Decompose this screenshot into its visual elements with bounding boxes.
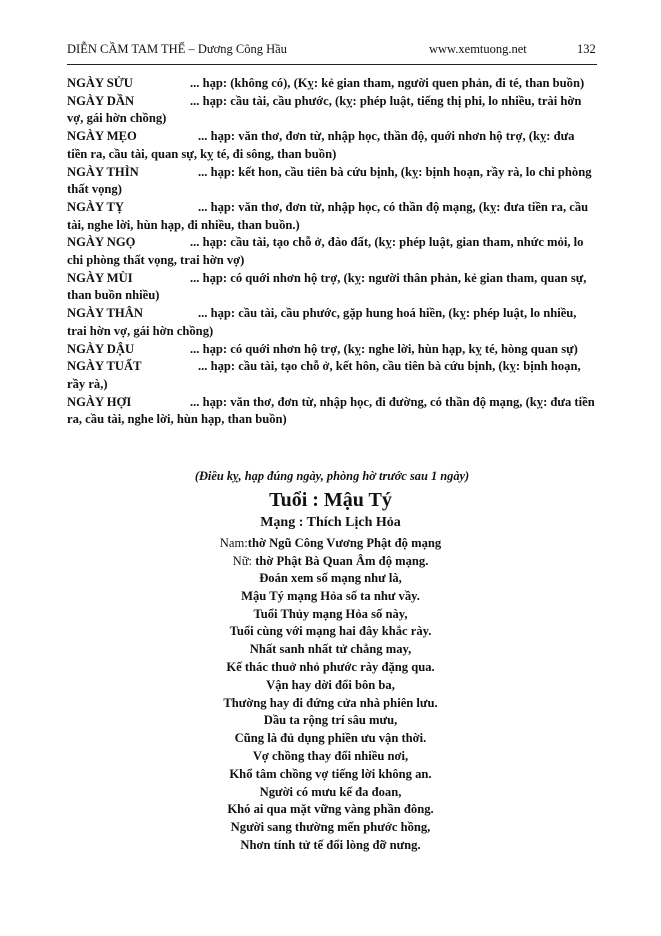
day-label: NGÀY TỴ xyxy=(67,199,125,214)
day-label: NGÀY DẬU xyxy=(67,341,135,356)
day-entry xyxy=(67,394,597,429)
day-label: NGÀY HỢI xyxy=(67,394,132,409)
female-prefix: Nữ: xyxy=(232,554,256,568)
day-text: ... hạp: văn thơ, đơn từ, nhập học, thần độ, quới nhơn hộ trợ, (kỵ: đưa tiền ra, cầu tài, quan sự, kỵ té, đi sông, than buồn) xyxy=(67,129,575,161)
poem-line: Khó ai qua mặt vững vàng phần đông. xyxy=(227,802,434,817)
male-worship-line xyxy=(0,535,661,552)
poem-line: Dầu ta rộng trí sâu mưu, xyxy=(263,713,398,728)
poem-line: Tuổi Thủy mạng Hỏa số này, xyxy=(253,606,408,621)
poem-line: Kế thác thuở nhỏ phước rày đặng qua. xyxy=(226,659,435,674)
day-label: NGÀY MẸO xyxy=(67,129,137,144)
day-text: ... hạp: văn thơ, đơn từ, nhập học, có thần độ mạng, (kỵ: đưa tiền ra, cầu tài, nghe lời, hùn hạp, đi nhiều, than buồn.) xyxy=(67,199,589,232)
day-text: ... hạp: có quới nhơn hộ trợ, (kỵ: người thân phản, kẻ gian tham, quan sự, than buồn nhiều) xyxy=(67,270,587,303)
day-entry xyxy=(67,234,597,269)
day-entry xyxy=(67,164,597,199)
day-entry xyxy=(67,341,597,359)
day-entry xyxy=(67,358,597,393)
day-entry xyxy=(67,270,597,305)
poem-line: Vợ chồng thay đổi nhiều nơi, xyxy=(252,748,409,763)
day-label: NGÀY MÙI xyxy=(67,270,133,285)
day-entry xyxy=(67,93,597,128)
day-entry xyxy=(67,128,597,163)
day-list xyxy=(67,75,597,429)
day-label: NGÀY TUẤT xyxy=(67,359,142,374)
day-label: NGÀY THÂN xyxy=(67,306,143,321)
poem-line: Thường hay đi đứng cửa nhà phiên lưu. xyxy=(223,695,438,710)
section-subtitle: Mạng : Thích Lịch Hỏa xyxy=(260,515,401,530)
poem-line: Người có mưu kế đa đoan, xyxy=(259,784,402,799)
day-text: ... hạp: cầu tài, tạo chỗ ở, kết hôn, cầu tiên bà cứu bịnh, (kỵ: bịnh hoạn, rầy rà,) xyxy=(67,359,581,391)
poem-line: Nhất sanh nhất tử chẳng may, xyxy=(249,642,412,657)
poem-line: Khổ tâm chồng vợ tiếng lời không an. xyxy=(229,766,432,781)
day-text: ... hạp: cầu tài, tạo chỗ ở, đào đất, (kỵ: phép luật, gian tham, nhức mỏi, lo chi phòng thất vọng, trai hờn vợ) xyxy=(67,235,584,268)
poem-line: Vận hay dời đổi bôn ba, xyxy=(266,677,395,692)
day-text: ... hạp: văn thơ, đơn từ, nhập học, đi đường, có thần độ mạng, (kỵ: đưa tiền ra, cầu tài, nghe lời, hùn hạp, than buồn) xyxy=(67,394,595,427)
male-prefix: Nam: xyxy=(219,536,248,550)
day-text: ... hạp: cầu tài, cầu phước, (kỵ: phép luật, tiếng thị phi, lo nhiều, trài hờn vợ, gái hờn chồng) xyxy=(67,93,582,126)
note: (Điều kỵ, hạp đúng ngày, phòng hờ trước sau 1 ngày) xyxy=(194,469,470,483)
book-title: DIỄN CẦM TAM THẾ – Dương Công Hầu xyxy=(67,42,287,56)
female-text: thờ Phật Bà Quan Âm độ mạng. xyxy=(255,554,429,568)
page-number: 132 xyxy=(577,42,596,56)
male-text: thờ Ngũ Công Vương Phật độ mạng xyxy=(247,536,442,550)
poem xyxy=(0,570,661,855)
poem-line: Cũng là đủ dụng phiền ưu vận thời. xyxy=(234,731,427,746)
page-header xyxy=(67,38,597,62)
day-text: ... hạp: có quới nhơn hộ trợ, (kỵ: nghe lời, hùn hạp, kỵ té, hòng quan sự) xyxy=(190,341,578,356)
section-title: Tuổi : Mậu Tý xyxy=(269,489,392,511)
poem-line: Người sang thường mến phước hồng, xyxy=(230,820,431,835)
poem-line: Tuổi cùng với mạng hai đây khắc rày. xyxy=(229,624,432,639)
female-worship-line xyxy=(0,553,661,570)
day-text: ... hạp: (không có), (Kỵ: kẻ gian tham, người quen phản, đi té, than buồn) xyxy=(190,76,585,90)
website-link[interactable]: www.xemtuong.net xyxy=(429,42,527,56)
day-text: ... hạp: kết hon, cầu tiên bà cứu bịnh, (kỵ: bịnh hoạn, rầy rà, lo chi phòng thất vọng) xyxy=(67,164,592,197)
day-entry xyxy=(67,199,597,234)
poem-line: Nhơn tính tử tế đổi lòng đỡ nưng. xyxy=(240,837,421,852)
poem-line: Mậu Tý mạng Hỏa số ta như vầy. xyxy=(241,588,420,603)
day-label: NGÀY NGỌ xyxy=(67,235,136,250)
day-text: ... hạp: cầu tài, cầu phước, gặp hung hoá hiền, (kỵ: phép luật, lo nhiều, trai hờn vợ, gái hờn chồng) xyxy=(67,306,577,338)
day-label: NGÀY THÌN xyxy=(67,164,139,179)
day-label: NGÀY SỬU xyxy=(67,76,133,90)
poem-line: Đoán xem số mạng như là, xyxy=(259,571,402,585)
day-entry xyxy=(67,75,597,93)
day-label: NGÀY DẦN xyxy=(67,93,135,108)
day-entry xyxy=(67,305,597,340)
header-divider xyxy=(67,64,597,65)
